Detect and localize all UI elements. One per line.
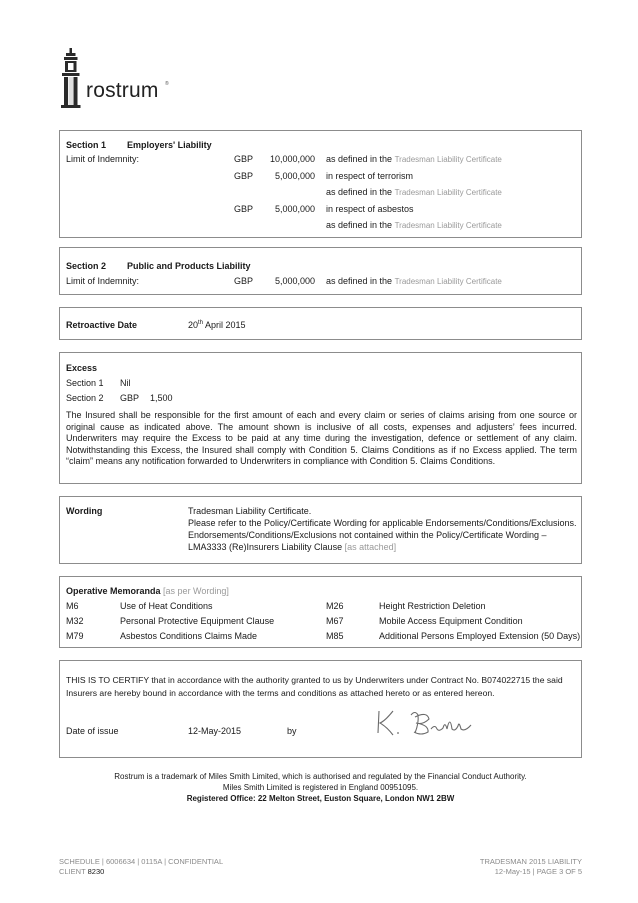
s1-row2-desc2-text: as defined in the (326, 187, 393, 197)
wording-label: Wording (66, 506, 103, 516)
memo-right-1-desc: Height Restriction Deletion (379, 601, 486, 611)
rostrum-logo (59, 48, 189, 110)
memo-right-2-desc: Mobile Access Equipment Condition (379, 616, 523, 626)
footer-schedule: SCHEDULE | 6006634 | 0115A | CONFIDENTIAL (59, 857, 224, 866)
section-2-title: Section 2 (66, 261, 107, 271)
s1-row2-desc: in respect of terrorism (326, 171, 414, 181)
footer-date-page: 12-May-15 | PAGE 3 OF 5 (494, 867, 582, 876)
excess-title: Excess (66, 363, 98, 373)
s1-row1-amount: 10,000,000 (269, 154, 315, 164)
retroactive-date-box (59, 307, 582, 340)
memo-right-1-code: M26 (326, 601, 344, 611)
brand-name: rostrum (86, 79, 159, 102)
s1-row1-desc (326, 154, 502, 165)
s2-ref: Tradesman Liability Certificate (394, 277, 502, 286)
section-1-limit-label: Limit of Indemnity: (66, 154, 140, 164)
memo-right-3-desc: Additional Persons Employed Extension (50 Days) (379, 631, 581, 641)
certify-line-2: Insurers are hereby bound in accordance with the terms and conditions as attached hereto or as entered hereon. (66, 688, 495, 698)
tower-icon (59, 48, 83, 110)
section-1-subtitle: Employers' Liability (127, 140, 212, 150)
section-2-subtitle: Public and Products Liability (127, 261, 251, 271)
s1-row2-amount: 5,000,000 (274, 171, 315, 181)
excess-row1-label: Section 1 (66, 378, 104, 388)
legal-notice (59, 771, 582, 804)
memo-left-2-desc: Personal Protective Equipment Clause (120, 616, 275, 626)
excess-paragraph: The Insured shall be responsible for the first amount of each and every claim or series of claims arising from one source or original cause as indicated above. The amount shown is inclusive of all costs, expenses and adjusters’ fees incurred. Underwriters may require the Excess to be paid at any time during the investigation, defence or settlement of any claim. Notwithstanding this Excess, the Insured shall comply with Condition 5. Claims Conditions as if no Excess applied. The term “claim” means any notification forwarded to Underwriters in compliance with Condition 5. Claims Conditions. (66, 410, 577, 467)
memoranda-box (59, 576, 582, 648)
footer-left (59, 857, 223, 877)
retro-label: Retroactive Date (66, 320, 138, 330)
footer-client (59, 867, 223, 877)
memo-right-2-code: M67 (326, 616, 344, 626)
memoranda-title: Operative Memoranda (66, 586, 161, 596)
s2-desc-text: as defined in the (326, 276, 393, 286)
footer-client-label: CLIENT (59, 867, 86, 876)
date-of-issue-value: 12-May-2015 (188, 726, 242, 736)
memoranda-note: [as per Wording] (163, 586, 229, 596)
legal-line-3: Registered Office: 22 Melton Street, Euston Square, London NW1 2BW (186, 794, 455, 803)
legal-line-2: Miles Smith Limited is registered in England 00951095. (222, 783, 419, 792)
footer-client-value: 8230 (87, 867, 105, 876)
wording-line-2: Please refer to the Policy/Certificate Wording for applicable Endorsements/Conditions/Exclusions. (188, 518, 577, 528)
wording-line-4-note: [as attached] (344, 542, 397, 552)
section-1-title: Section 1 (66, 140, 107, 150)
wording-line-4 (188, 542, 396, 553)
retro-day: 20 (188, 320, 199, 330)
handwritten-signature (371, 705, 481, 739)
memoranda-heading (66, 586, 229, 597)
certification-box (59, 660, 582, 758)
wording-box (59, 496, 582, 564)
s1-row2-currency: GBP (234, 171, 254, 181)
s1-row1-desc-text: as defined in the (326, 154, 393, 164)
s1-row3-amount: 5,000,000 (274, 204, 315, 214)
memo-left-1-desc: Use of Heat Conditions (120, 601, 213, 611)
retro-month-year: April 2015 (203, 320, 246, 330)
memo-left-1-code: M6 (66, 601, 79, 611)
footer-right (480, 857, 582, 877)
s1-row3-desc: in respect of asbestos (326, 204, 414, 214)
trademark-symbol: ® (165, 81, 169, 87)
wording-line-3: Endorsements/Conditions/Exclusions not contained within the Policy/Certificate Wording – (188, 530, 547, 540)
certify-line-1: THIS IS TO CERTIFY that in accordance with the authority granted to us by Underwriters under Contract No. B074022715 the said (66, 675, 563, 685)
excess-row2-amount: 1,500 (150, 393, 173, 403)
section-2-limit-label: Limit of Indemnity: (66, 276, 140, 286)
memo-right-3-code: M85 (326, 631, 344, 641)
s2-desc (326, 276, 502, 287)
s2-amount: 5,000,000 (274, 276, 315, 286)
legal-line-1: Rostrum is a trademark of Miles Smith Limited, which is authorised and regulated by the Financial Conduct Authority. (114, 772, 527, 781)
section-1-box (59, 130, 582, 238)
s1-row2-desc2 (326, 187, 502, 198)
date-of-issue-label: Date of issue (66, 726, 119, 736)
excess-row2-label: Section 2 (66, 393, 104, 403)
retro-value (188, 320, 246, 331)
s1-row3-ref: Tradesman Liability Certificate (394, 221, 502, 230)
section-2-box (59, 247, 582, 295)
memo-left-3-code: M79 (66, 631, 84, 641)
s2-currency: GBP (234, 276, 254, 286)
s1-row3-desc2-text: as defined in the (326, 220, 393, 230)
s1-row3-desc2 (326, 220, 502, 231)
retro-day-suffix: th (198, 320, 204, 326)
by-label: by (287, 726, 297, 736)
s1-row1-ref: Tradesman Liability Certificate (394, 155, 502, 164)
excess-row2-currency: GBP (120, 393, 140, 403)
s1-row2-ref: Tradesman Liability Certificate (394, 188, 502, 197)
memo-left-2-code: M32 (66, 616, 84, 626)
s1-row3-currency: GBP (234, 204, 254, 214)
wording-line-1: Tradesman Liability Certificate. (188, 506, 312, 516)
footer-policy-name: TRADESMAN 2015 LIABILITY (479, 857, 582, 866)
memo-left-3-desc: Asbestos Conditions Claims Made (120, 631, 258, 641)
excess-box (59, 352, 582, 484)
wording-line-4-text: LMA3333 (Re)Insurers Liability Clause (188, 542, 343, 552)
excess-row1-value: Nil (120, 378, 131, 388)
s1-row1-currency: GBP (234, 154, 254, 164)
